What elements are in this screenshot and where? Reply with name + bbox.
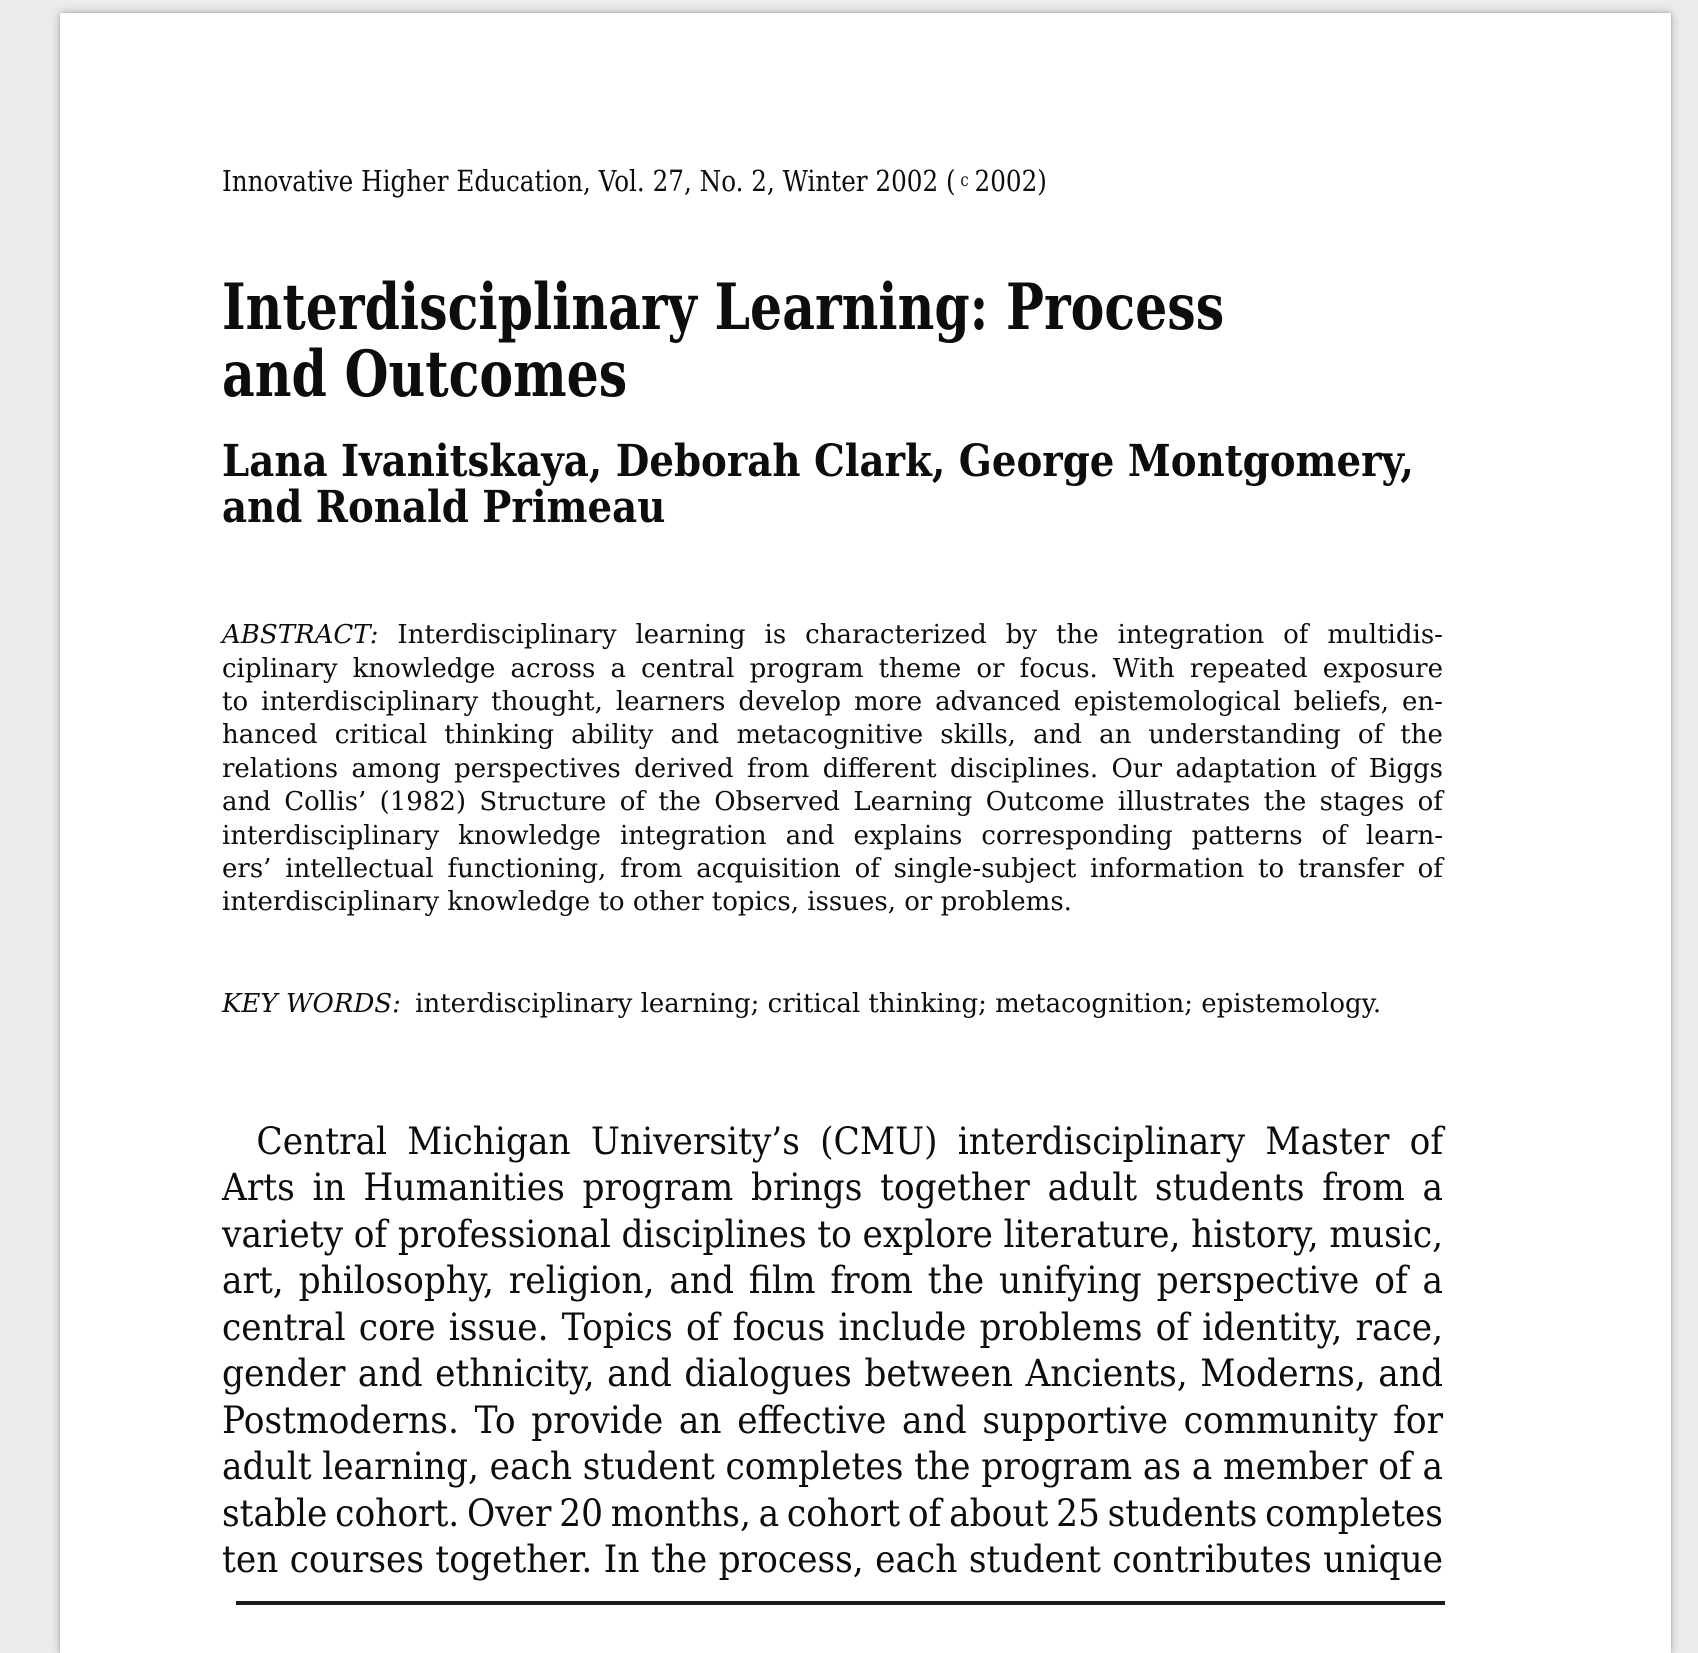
journal-header-line [222, 163, 1260, 199]
keywords-line [222, 987, 1443, 1021]
text-line: ers’ intellectual functioning, from acquisition of single-subject information to transfer of [222, 854, 1443, 885]
text-line: Postmoderns. To provide an effective and supportive community for [222, 1398, 1444, 1442]
text-line: Interdisciplinary Learning: Process [222, 270, 1225, 346]
text-line: ten courses together. In the process, each student contributes unique [222, 1538, 1444, 1582]
text-line: ABSTRACT: Interdisciplinary learning is characterized by the integration of multidis- [222, 620, 1443, 651]
text-line: adult learning, each student completes the program as a member of a [222, 1445, 1444, 1489]
text-line: hanced critical thinking ability and metacognitive skills, and an understanding of the [222, 720, 1443, 751]
text-line: relations among perspectives derived from different disciplines. Our adaptation of Biggs [222, 753, 1443, 784]
body-paragraph [222, 1119, 1443, 1584]
text-line: Lana Ivanitskaya, Deborah Clark, George Montgomery, [222, 436, 1414, 488]
text-line: interdisciplinary knowledge integration and explains corresponding patterns of learn- [222, 820, 1443, 851]
text-line: gender and ethnicity, and dialogues between Ancients, Moderns, and [222, 1352, 1444, 1396]
text-line: stable cohort. Over 20 months, a cohort of about 25 students completes [222, 1491, 1443, 1535]
text-line: Central Michigan University’s (CMU) interdisciplinary Master of [256, 1119, 1444, 1163]
text-line: Arts in Humanities program brings together adult students from a [222, 1166, 1444, 1210]
footnote-separator-rule [236, 1601, 1445, 1605]
text-line: and Outcomes [222, 337, 628, 413]
paper-page [60, 13, 1671, 1653]
text-line: to interdisciplinary thought, learners develop more advanced epistemological beliefs, en- [222, 687, 1443, 718]
text-line: variety of professional disciplines to explore literature, history, music, [222, 1212, 1444, 1256]
paper-authors [222, 436, 1443, 534]
abstract-paragraph [222, 619, 1443, 920]
copyright-mark: c [960, 171, 969, 191]
text-line: art, philosophy, religion, and film from the unifying perspective of a [222, 1259, 1444, 1303]
text-line: and Ronald Primeau [222, 482, 666, 534]
keywords-label: KEY WORDS: [222, 988, 401, 1019]
text-line: central core issue. Topics of focus include problems of identity, race, [222, 1305, 1444, 1349]
journal-header-year: 2002) [974, 164, 1047, 199]
text-line: ciplinary knowledge across a central program theme or focus. With repeated exposure [222, 653, 1443, 684]
text-line: interdisciplinary knowledge to other topics, issues, or problems. [222, 887, 1072, 918]
journal-header-text: Innovative Higher Education, Vol. 27, No. 2, Winter 2002 ( [222, 164, 956, 199]
text-line: and Collis’ (1982) Structure of the Observed Learning Outcome illustrates the stages of [222, 787, 1443, 818]
paper-title [222, 270, 1443, 413]
keywords-text: interdisciplinary learning; critical thinking; metacognition; epistemology. [415, 988, 1382, 1019]
